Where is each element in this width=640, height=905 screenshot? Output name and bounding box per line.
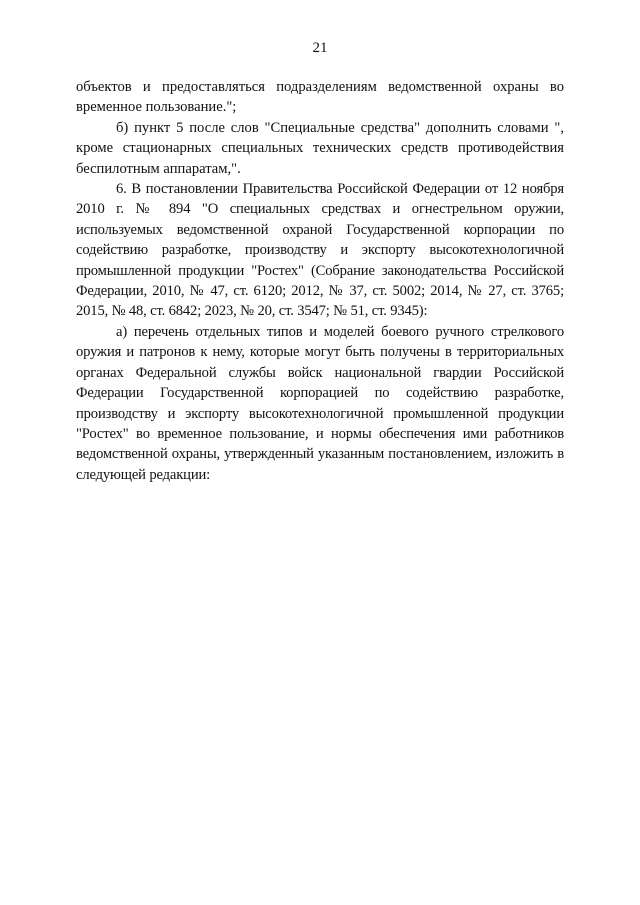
page-number: 21 xyxy=(312,40,328,56)
paragraph-item-6: 6. В постановлении Правительства Российской Федерации от 12 ноября 2010 г. № 894 "О специальных средствах и огнестрельном оружии, используемых ведомственной охраной Государственной корпорации по содействию разработке, производству и экспорту высокотехнологичной промышленной продукции "Ростех" (Собрание законодательства Российской Федерации, 2010, № 47, ст. 6120; 2012, № 37, ст. 5002; 2014, № 27, ст. 3765; 2015, № 48, ст. 6842; 2023, № 20, ст. 3547; № 51, ст. 9345): xyxy=(76,181,564,320)
paragraph-item-a: а) перечень отдельных типов и моделей боевого ручного стрелкового оружия и патронов к нему, которые могут быть получены в территориальных органах Федеральной службы войск национальной гвардии Российской Федерации Государственной корпорацией по содействию разработке, производству и экспорту высокотехнологичной промышленной продукции "Ростех" во временное пользование, и нормы обеспечения ими работников ведомственной охраны, утвержденный указанным постановлением, изложить в следующей редакции: xyxy=(76,323,564,483)
paragraph-item-b: б) пункт 5 после слов "Специальные средства" дополнить словами ", кроме стационарных специальных технических средств противодействия беспилотным аппаратам,". xyxy=(76,119,564,177)
paragraph-continuation: объектов и предоставляться подразделениям ведомственной охраны во временное пользование."; xyxy=(76,79,564,116)
document-body xyxy=(76,77,564,485)
